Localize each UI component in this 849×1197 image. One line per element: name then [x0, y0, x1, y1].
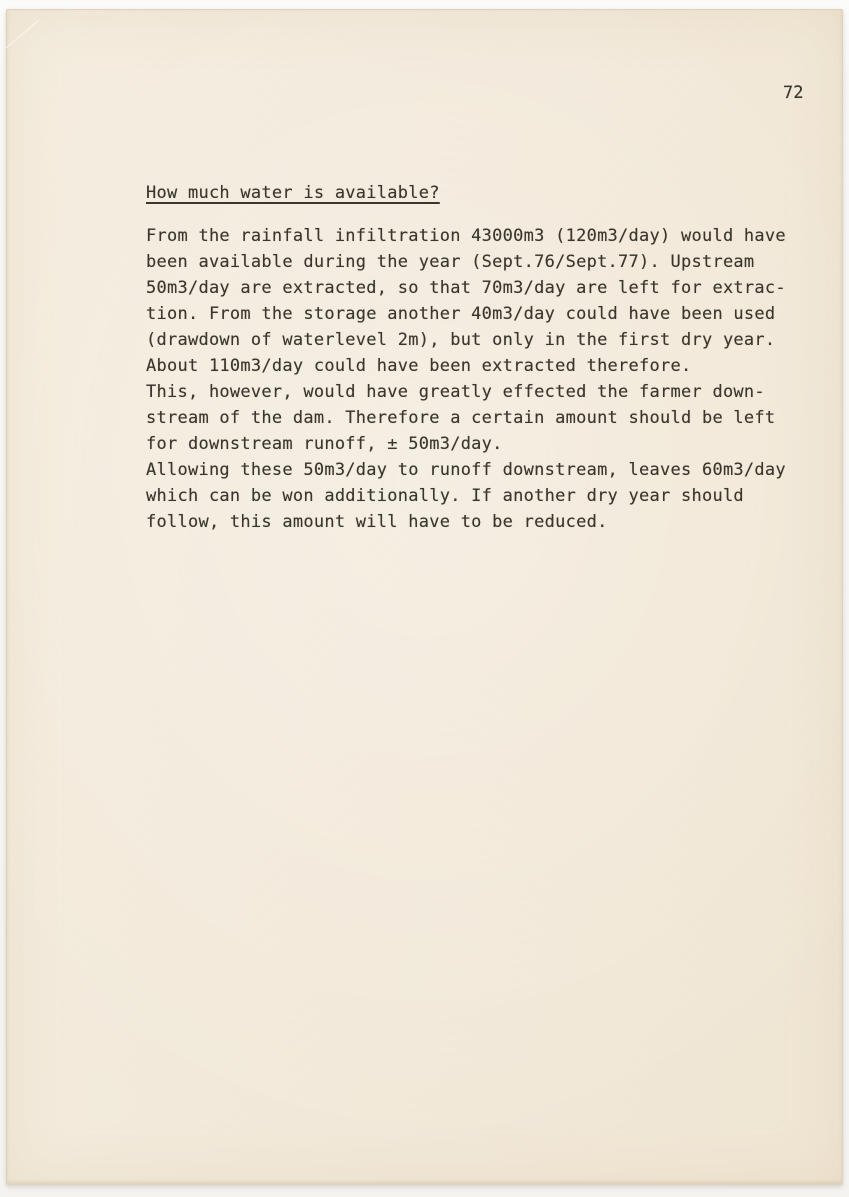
body-line: stream of the dam. Therefore a certain amount should be left	[146, 408, 776, 428]
body-line: been available during the year (Sept.76/Sept.77). Upstream	[146, 252, 755, 272]
body-line: which can be won additionally. If another dry year should	[146, 486, 744, 506]
body-line: About 110m3/day could have been extracted therefore.	[146, 356, 692, 376]
page-content	[146, 180, 836, 535]
body-text	[146, 223, 836, 535]
body-line: From the rainfall infiltration 43000m3 (120m3/day) would have	[146, 226, 786, 246]
body-line: Allowing these 50m3/day to runoff downstream, leaves 60m3/day	[146, 460, 786, 480]
body-line: (drawdown of waterlevel 2m), but only in the first dry year.	[146, 330, 776, 350]
scanned-page	[6, 9, 843, 1185]
page-number: 72	[782, 82, 804, 104]
body-line: This, however, would have greatly effected the farmer down-	[146, 382, 765, 402]
section-heading: How much water is available?	[146, 183, 440, 203]
body-line: follow, this amount will have to be reduced.	[146, 512, 608, 532]
body-line: 50m3/day are extracted, so that 70m3/day are left for extrac-	[146, 278, 786, 298]
body-line: tion. From the storage another 40m3/day could have been used	[146, 304, 776, 324]
body-line: for downstream runoff, ± 50m3/day.	[146, 434, 503, 454]
